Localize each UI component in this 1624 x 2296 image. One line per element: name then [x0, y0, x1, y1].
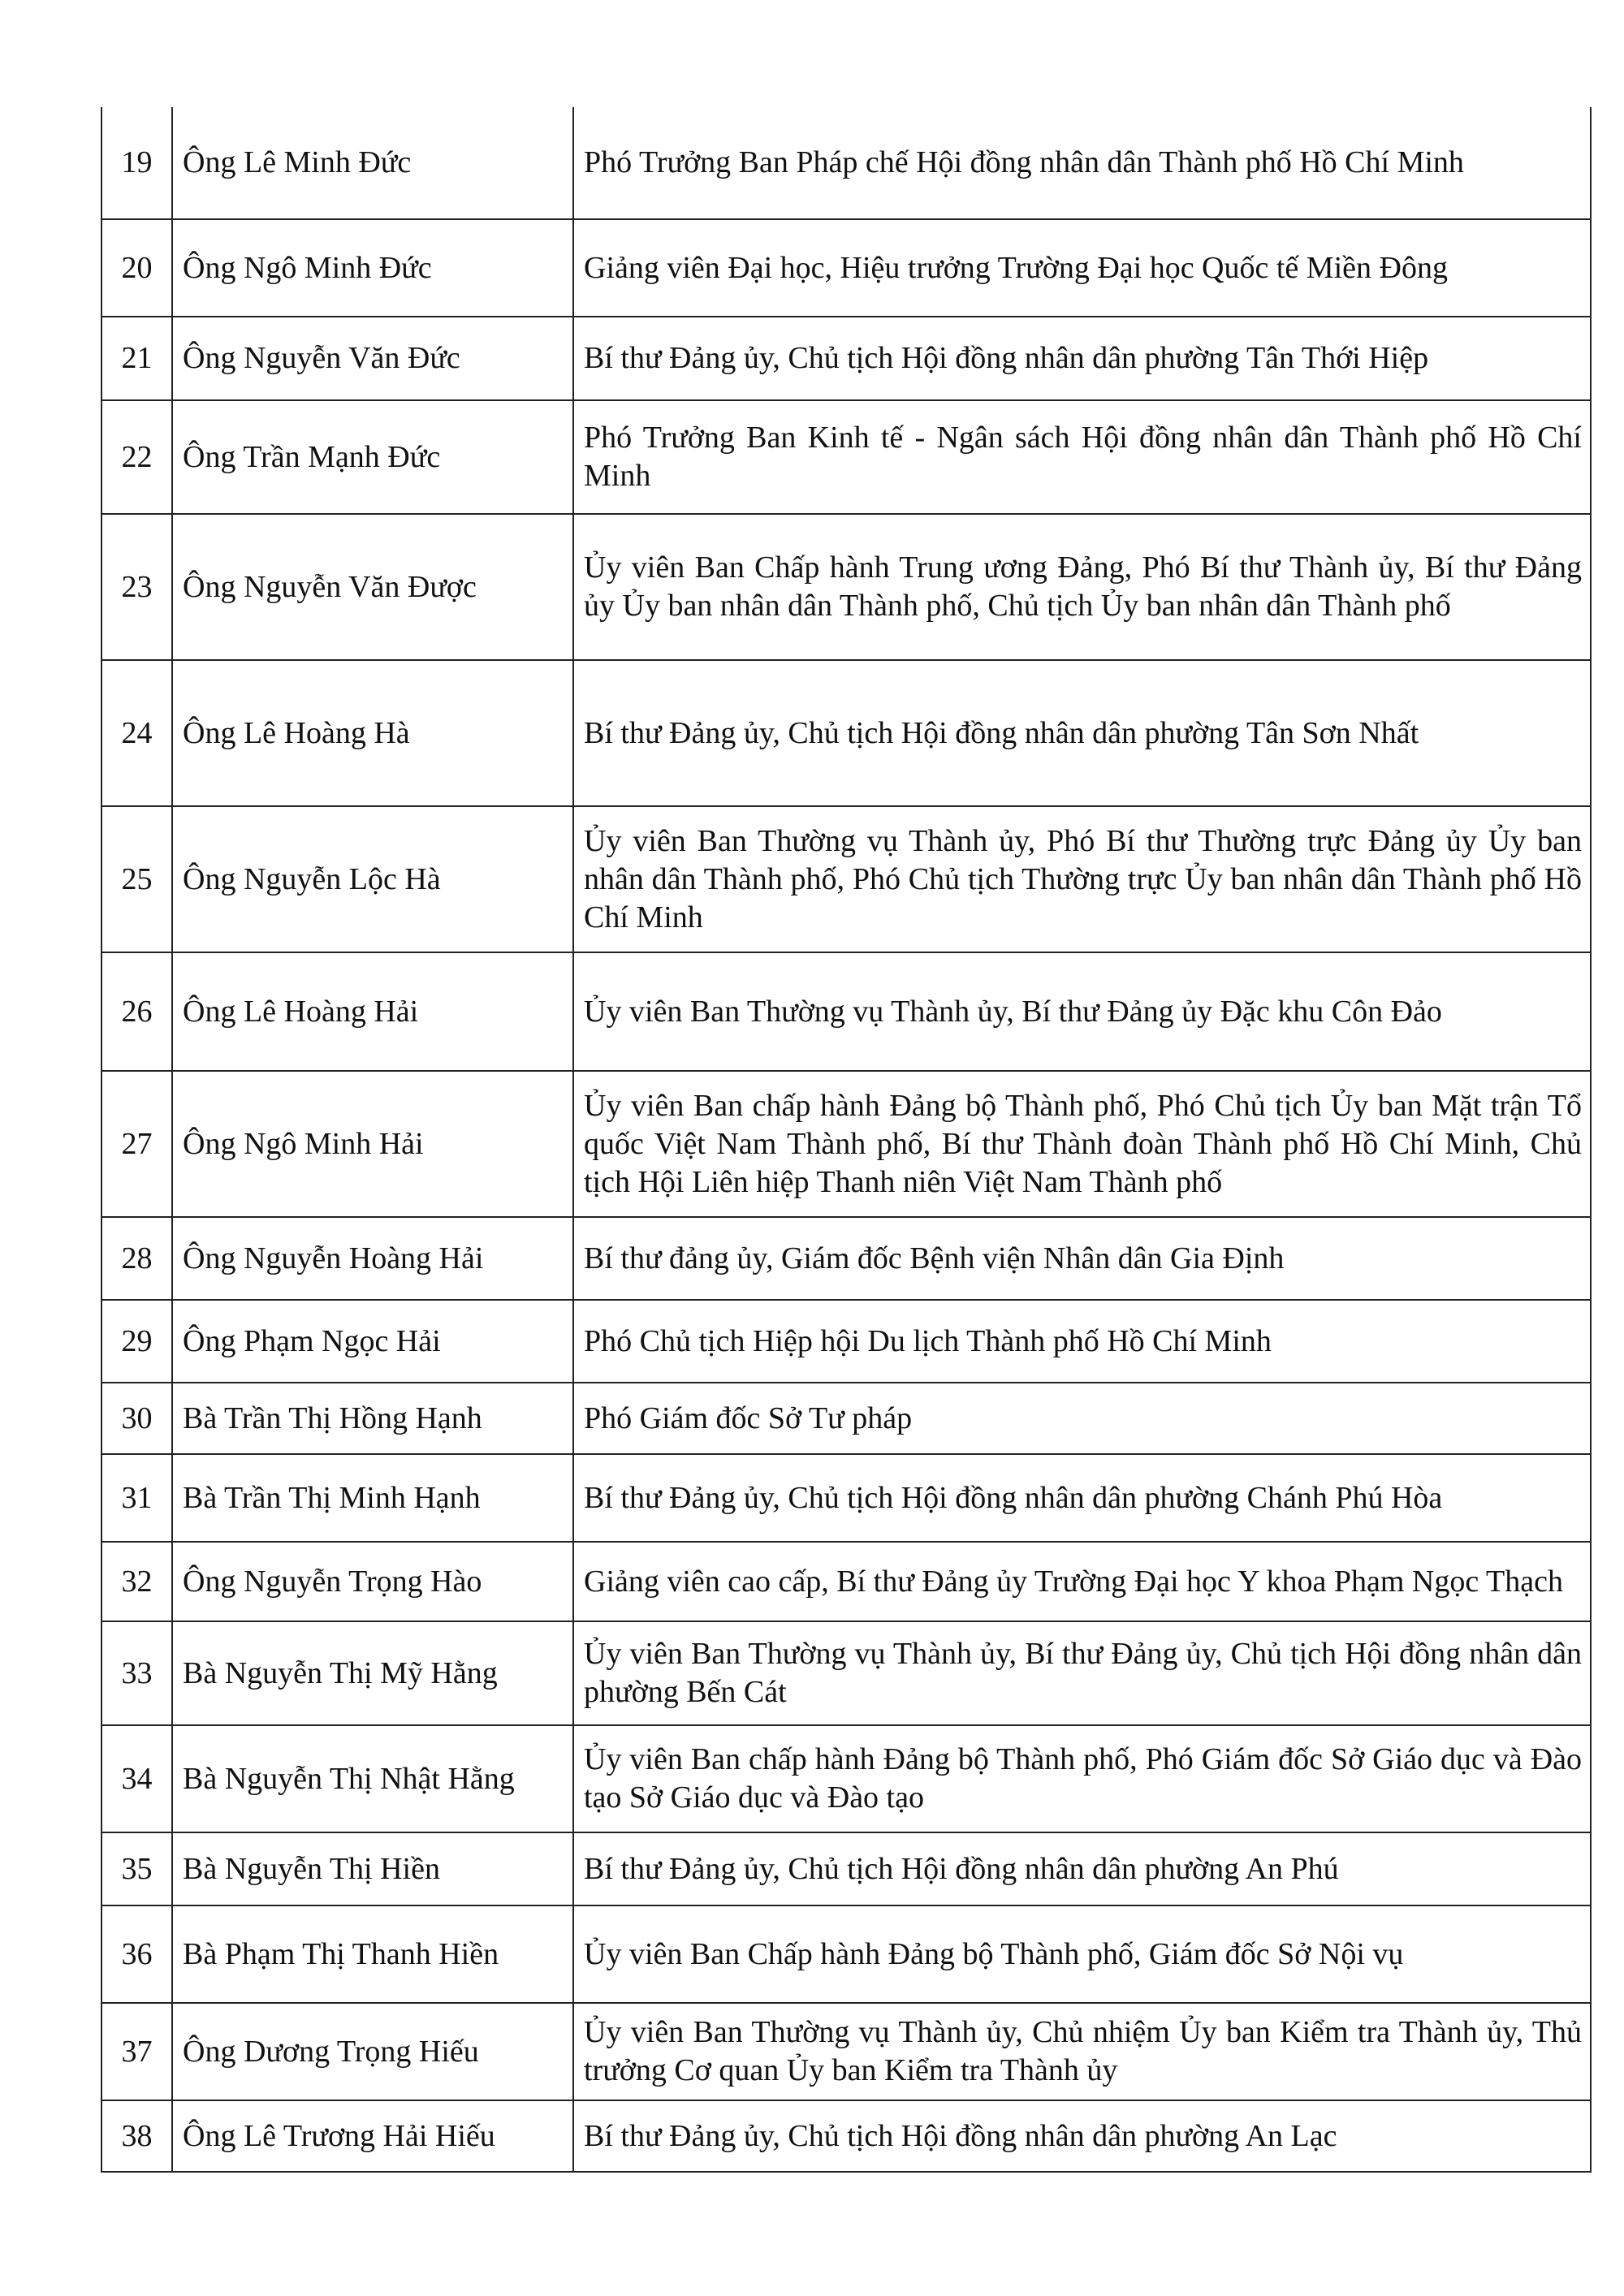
- delegate-position: Ủy viên Ban Thường vụ Thành ủy, Bí thư Đảng ủy Đặc khu Côn Đảo: [573, 952, 1591, 1071]
- delegate-name: Ông Nguyễn Lộc Hà: [172, 806, 573, 952]
- row-number: 24: [102, 660, 172, 806]
- delegate-name: Bà Nguyễn Thị Mỹ Hằng: [172, 1621, 573, 1725]
- delegate-position: Ủy viên Ban Chấp hành Trung ương Đảng, Phó Bí thư Thành ủy, Bí thư Đảng ủy Ủy ban nhân dân Thành phố, Chủ tịch Ủy ban nhân dân Thành phố: [573, 514, 1591, 660]
- delegate-position: Bí thư Đảng ủy, Chủ tịch Hội đồng nhân dân phường An Lạc: [573, 2100, 1591, 2172]
- table-row: [102, 1300, 1591, 1383]
- delegate-position: Ủy viên Ban chấp hành Đảng bộ Thành phố, Phó Chủ tịch Ủy ban Mặt trận Tổ quốc Việt Nam Thành phố, Bí thư Thành đoàn Thành phố Hồ Chí Minh, Chủ tịch Hội Liên hiệp Thanh niên Việt Nam Thành phố: [573, 1071, 1591, 1217]
- row-number: 36: [102, 1905, 172, 2003]
- row-number: 22: [102, 400, 172, 514]
- table-row: [102, 952, 1591, 1071]
- delegate-name: Bà Nguyễn Thị Hiền: [172, 1832, 573, 1905]
- row-number: 31: [102, 1454, 172, 1542]
- table-row: [102, 317, 1591, 400]
- delegate-position: Phó Giám đốc Sở Tư pháp: [573, 1383, 1591, 1454]
- delegate-position: Giảng viên cao cấp, Bí thư Đảng ủy Trường Đại học Y khoa Phạm Ngọc Thạch: [573, 1542, 1591, 1621]
- table-row: [102, 2100, 1591, 2172]
- row-number: 26: [102, 952, 172, 1071]
- delegate-name: Ông Lê Hoàng Hà: [172, 660, 573, 806]
- delegate-name: Ông Nguyễn Văn Được: [172, 514, 573, 660]
- delegate-position: Ủy viên Ban Chấp hành Đảng bộ Thành phố, Giám đốc Sở Nội vụ: [573, 1905, 1591, 2003]
- table-row: [102, 1832, 1591, 1905]
- table-row: [102, 514, 1591, 660]
- table-row: [102, 1071, 1591, 1217]
- delegate-position: Bí thư Đảng ủy, Chủ tịch Hội đồng nhân dân phường Tân Thới Hiệp: [573, 317, 1591, 400]
- table-row: [102, 1621, 1591, 1725]
- document-page: [101, 107, 1590, 2173]
- delegate-name: Ông Lê Minh Đức: [172, 107, 573, 219]
- delegate-name: Bà Nguyễn Thị Nhật Hằng: [172, 1725, 573, 1832]
- delegate-name: Ông Phạm Ngọc Hải: [172, 1300, 573, 1383]
- delegate-position: Ủy viên Ban Thường vụ Thành ủy, Bí thư Đảng ủy, Chủ tịch Hội đồng nhân dân phường Bến Cát: [573, 1621, 1591, 1725]
- table-row: [102, 219, 1591, 317]
- delegate-name: Ông Ngô Minh Đức: [172, 219, 573, 317]
- delegate-name: Bà Trần Thị Minh Hạnh: [172, 1454, 573, 1542]
- delegate-position: Bí thư Đảng ủy, Chủ tịch Hội đồng nhân dân phường Chánh Phú Hòa: [573, 1454, 1591, 1542]
- delegate-position: Bí thư đảng ủy, Giám đốc Bệnh viện Nhân dân Gia Định: [573, 1217, 1591, 1300]
- row-number: 35: [102, 1832, 172, 1905]
- delegate-name: Bà Trần Thị Hồng Hạnh: [172, 1383, 573, 1454]
- delegate-name: Ông Ngô Minh Hải: [172, 1071, 573, 1217]
- delegate-name: Ông Nguyễn Trọng Hào: [172, 1542, 573, 1621]
- delegate-name: Ông Nguyễn Hoàng Hải: [172, 1217, 573, 1300]
- row-number: 21: [102, 317, 172, 400]
- table-row: [102, 806, 1591, 952]
- row-number: 27: [102, 1071, 172, 1217]
- row-number: 38: [102, 2100, 172, 2172]
- row-number: 20: [102, 219, 172, 317]
- delegate-position: Ủy viên Ban chấp hành Đảng bộ Thành phố, Phó Giám đốc Sở Giáo dục và Đào tạo Sở Giáo dục và Đào tạo: [573, 1725, 1591, 1832]
- row-number: 30: [102, 1383, 172, 1454]
- table-row: [102, 2003, 1591, 2100]
- delegate-name: Ông Lê Trương Hải Hiếu: [172, 2100, 573, 2172]
- delegate-name: Ông Dương Trọng Hiếu: [172, 2003, 573, 2100]
- row-number: 37: [102, 2003, 172, 2100]
- table-row: [102, 1725, 1591, 1832]
- row-number: 32: [102, 1542, 172, 1621]
- row-number: 23: [102, 514, 172, 660]
- row-number: 34: [102, 1725, 172, 1832]
- delegate-position: Giảng viên Đại học, Hiệu trưởng Trường Đại học Quốc tế Miền Đông: [573, 219, 1591, 317]
- delegate-name: Ông Trần Mạnh Đức: [172, 400, 573, 514]
- delegate-position: Phó Chủ tịch Hiệp hội Du lịch Thành phố Hồ Chí Minh: [573, 1300, 1591, 1383]
- delegate-position: Bí thư Đảng ủy, Chủ tịch Hội đồng nhân dân phường Tân Sơn Nhất: [573, 660, 1591, 806]
- table-row: [102, 660, 1591, 806]
- delegate-name: Bà Phạm Thị Thanh Hiền: [172, 1905, 573, 2003]
- table-row: [102, 400, 1591, 514]
- delegate-name: Ông Lê Hoàng Hải: [172, 952, 573, 1071]
- table-row: [102, 1454, 1591, 1542]
- table-row: [102, 1542, 1591, 1621]
- delegate-position: Ủy viên Ban Thường vụ Thành ủy, Chủ nhiệm Ủy ban Kiểm tra Thành ủy, Thủ trưởng Cơ quan Ủy ban Kiểm tra Thành ủy: [573, 2003, 1591, 2100]
- row-number: 28: [102, 1217, 172, 1300]
- table-row: [102, 1383, 1591, 1454]
- row-number: 33: [102, 1621, 172, 1725]
- table-row: [102, 107, 1591, 219]
- delegate-position: Phó Trưởng Ban Pháp chế Hội đồng nhân dân Thành phố Hồ Chí Minh: [573, 107, 1591, 219]
- table-row: [102, 1217, 1591, 1300]
- table-row: [102, 1905, 1591, 2003]
- delegate-position: Phó Trưởng Ban Kinh tế - Ngân sách Hội đồng nhân dân Thành phố Hồ Chí Minh: [573, 400, 1591, 514]
- delegate-name: Ông Nguyễn Văn Đức: [172, 317, 573, 400]
- delegate-position: Bí thư Đảng ủy, Chủ tịch Hội đồng nhân dân phường An Phú: [573, 1832, 1591, 1905]
- row-number: 29: [102, 1300, 172, 1383]
- row-number: 25: [102, 806, 172, 952]
- row-number: 19: [102, 107, 172, 219]
- delegate-position: Ủy viên Ban Thường vụ Thành ủy, Phó Bí thư Thường trực Đảng ủy Ủy ban nhân dân Thành phố, Phó Chủ tịch Thường trực Ủy ban nhân dân Thành phố Hồ Chí Minh: [573, 806, 1591, 952]
- delegate-table: [101, 107, 1592, 2173]
